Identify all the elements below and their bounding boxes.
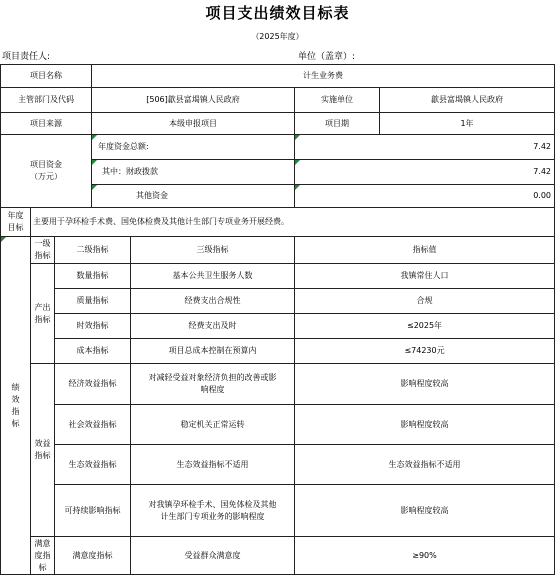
other-funds-value: 0.00 bbox=[295, 185, 555, 208]
indicator-level2: 满意度指标 bbox=[55, 537, 131, 575]
indicator-value: 我镇常住人口 bbox=[295, 264, 555, 289]
project-name-label: 项目名称 bbox=[1, 65, 92, 88]
indicator-level3: 经费支出合规性 bbox=[131, 289, 295, 314]
indicator-value: 生态效益指标不适用 bbox=[295, 445, 555, 485]
perf-char: 效 bbox=[11, 394, 20, 404]
project-source-label: 项目来源 bbox=[1, 113, 92, 135]
funds-label-line1: 项目资金 bbox=[30, 160, 62, 169]
indicator-level3-line1: 对减轻受益对象经济负担的改善或影 bbox=[148, 373, 277, 382]
satisfaction-label-line3: 标 bbox=[38, 562, 47, 572]
output-label-line2: 指标 bbox=[34, 314, 51, 324]
page-title: 项目支出绩效目标表 bbox=[205, 4, 350, 22]
level1-header-line2: 指标 bbox=[34, 251, 51, 260]
benefit-indicator-label bbox=[31, 364, 55, 537]
perf-char: 绩 bbox=[11, 382, 20, 392]
fiscal-funds-label: 其中：财政拨款 bbox=[92, 160, 295, 185]
level3-header: 三级指标 bbox=[131, 237, 295, 264]
performance-indicator-label bbox=[1, 237, 31, 575]
indicator-value: ≤74230元 bbox=[295, 339, 555, 364]
project-period-value: 1年 bbox=[380, 113, 555, 135]
indicator-value: 影响程度较高 bbox=[295, 485, 555, 537]
indicator-level2: 时效指标 bbox=[55, 314, 131, 339]
indicator-level3 bbox=[131, 485, 295, 537]
indicator-level3-line1: 对我镇孕环检手术、国免体检及其他 bbox=[148, 499, 277, 509]
project-funds-label bbox=[1, 135, 92, 208]
annual-goal-label-line1: 年度 bbox=[7, 211, 24, 220]
indicator-level2: 质量指标 bbox=[55, 289, 131, 314]
total-funds-label: 年度资金总额: bbox=[92, 135, 295, 160]
indicator-level2: 生态效益指标 bbox=[55, 445, 131, 485]
indicator-value: 影响程度较高 bbox=[295, 405, 555, 445]
implementing-unit-value: 歙县富堨镇人民政府 bbox=[380, 88, 555, 113]
project-period-label: 项目期 bbox=[295, 113, 380, 135]
level1-header-line1: 一级 bbox=[34, 239, 51, 248]
project-leader-label: 项目责任人: bbox=[2, 52, 51, 62]
indicator-value: 合规 bbox=[295, 289, 555, 314]
indicator-level3: 受益群众满意度 bbox=[131, 537, 295, 575]
project-source-value: 本级申报项目 bbox=[92, 113, 295, 135]
perf-char: 标 bbox=[11, 418, 20, 428]
performance-table bbox=[0, 64, 555, 575]
funds-label-line2: （万元） bbox=[30, 172, 62, 181]
department-label: 主管部门及代码 bbox=[1, 88, 92, 113]
annual-goal-label-line2: 目标 bbox=[7, 223, 24, 232]
output-label-line1: 产出 bbox=[34, 302, 51, 312]
indicator-level3: 经费支出及时 bbox=[131, 314, 295, 339]
indicator-level2: 可持续影响指标 bbox=[55, 485, 131, 537]
benefit-label-line1: 效益 bbox=[34, 439, 51, 448]
benefit-label-line2: 指标 bbox=[34, 451, 51, 460]
indicator-value: ≤2025年 bbox=[295, 314, 555, 339]
indicator-level3: 基本公共卫生服务人数 bbox=[131, 264, 295, 289]
output-indicator-label bbox=[31, 264, 55, 364]
level2-header: 二级指标 bbox=[55, 237, 131, 264]
indicator-level2: 数量指标 bbox=[55, 264, 131, 289]
indicator-level3-line2: 计生部门专项业务的影响程度 bbox=[160, 511, 265, 521]
indicator-level2: 社会效益指标 bbox=[55, 405, 131, 445]
indicator-level3 bbox=[131, 364, 295, 405]
satisfaction-label-line2: 度指 bbox=[34, 550, 51, 560]
fiscal-funds-value: 7.42 bbox=[295, 160, 555, 185]
fiscal-year: （2025年度） bbox=[251, 32, 304, 41]
perf-char: 指 bbox=[11, 406, 20, 416]
unit-stamp-label: 单位（盖章）: bbox=[298, 52, 356, 62]
indicator-value: 影响程度较高 bbox=[295, 364, 555, 405]
indicator-level3: 稳定机关正常运转 bbox=[131, 405, 295, 445]
indicator-level3-line2: 响程度 bbox=[200, 385, 225, 394]
satisfaction-label-line1: 满意 bbox=[34, 538, 51, 548]
indicator-value: ≥90% bbox=[295, 537, 555, 575]
indicator-value-header: 指标值 bbox=[295, 237, 555, 264]
satisfaction-indicator-label bbox=[31, 537, 55, 575]
indicator-level3: 生态效益指标不适用 bbox=[131, 445, 295, 485]
annual-goal-value: 主要用于孕环检手术费、国免体检费及其他计生部门专项业务开展经费。 bbox=[31, 208, 555, 237]
level1-header bbox=[31, 237, 55, 264]
annual-goal-label bbox=[1, 208, 31, 237]
indicator-level2: 成本指标 bbox=[55, 339, 131, 364]
total-funds-value: 7.42 bbox=[295, 135, 555, 160]
indicator-level2: 经济效益指标 bbox=[55, 364, 131, 405]
department-value: [506]歙县富堨镇人民政府 bbox=[92, 88, 295, 113]
implementing-unit-label: 实施单位 bbox=[295, 88, 380, 113]
indicator-level3: 项目总成本控制在预算内 bbox=[131, 339, 295, 364]
other-funds-label: 其他资金 bbox=[92, 185, 295, 208]
project-name-value: 计生业务费 bbox=[92, 65, 555, 88]
